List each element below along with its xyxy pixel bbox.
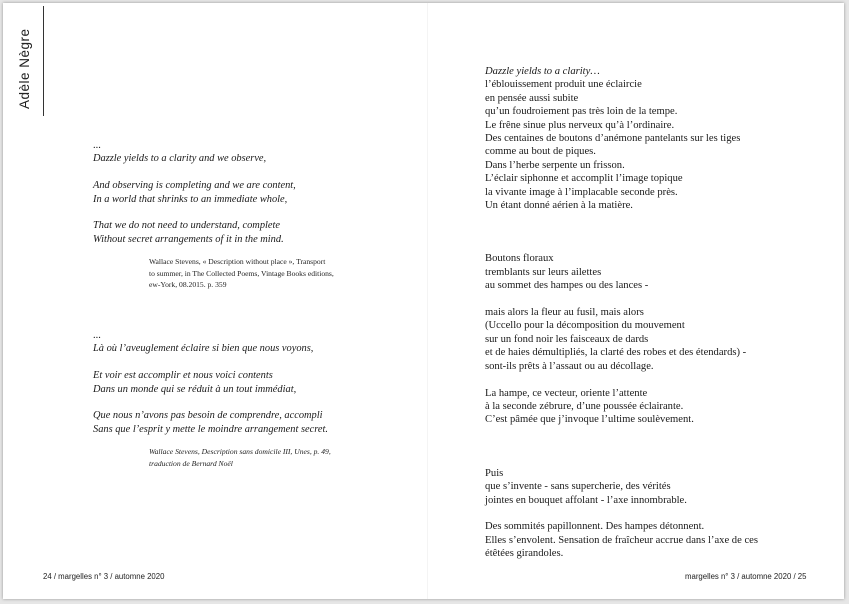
poem-line: Elles s’envolent. Sensation de fraîcheur accrue dans l’axe de ces (485, 534, 758, 546)
poem-line: Le frêne sinue plus nerveux qu’à l’ordinaire. (485, 119, 675, 131)
poem-line: sont-ils prêts à l’assaut ou au décollage. (485, 360, 654, 372)
poem-line: In a world that shrinks to an immediate whole, (93, 193, 288, 205)
poem-line: L’éclair siphonne et accomplit l’image topique (485, 173, 683, 185)
poem-line: l’éblouissement produit une éclaircie (485, 79, 642, 91)
poem-line: Des centaines de boutons d’anémone pantelants sur les tiges (485, 133, 741, 145)
poem-line: mais alors la fleur au fusil, mais alors (485, 307, 644, 319)
page-gutter (427, 3, 428, 599)
poem-line: à la seconde zébrure, d’une poussée éclairante. (485, 400, 684, 412)
poem-line: en pensée aussi subite (485, 92, 579, 104)
poem-line: Des sommités papillonnent. Des hampes détonnent. (485, 521, 705, 533)
poem-line: comme au bout de piques. (485, 146, 596, 158)
poem-line: que s’invente - sans supercherie, des vérités (485, 481, 671, 493)
poem-line: Dazzle yields to a clarity… (485, 66, 600, 77)
citation-english (149, 256, 385, 291)
poem-line: Dans un monde qui se réduit à un tout immédiat, (93, 383, 297, 395)
right-page-text (485, 65, 815, 561)
poem-line: Là où l’aveuglement éclaire si bien que nous voyons, (93, 343, 314, 355)
citation-line: ew-York, 08.2015. p. 359 (149, 280, 227, 290)
book-spread (3, 3, 844, 599)
citation-line: Wallace Stevens, Description sans domicile III, Unes, p. 49, (149, 447, 331, 457)
poem-line: étêtées girandoles. (485, 548, 564, 560)
poem-line: Sans que l’esprit y mette le moindre arrangement secret. (93, 423, 328, 435)
citation-line: to summer, in The Collected Poems, Vintage Books editions, (149, 268, 334, 278)
left-page-text (93, 139, 403, 469)
folio-right: margelles n° 3 / automne 2020 / 25 (685, 572, 807, 581)
poem-line: And observing is completing and we are content, (93, 180, 296, 192)
poem-line: qu’un foudroiement pas très loin de la tempe. (485, 106, 678, 118)
poem-line: Et voir est accomplir et nous voici contents (93, 370, 273, 382)
poem-line: That we do not need to understand, complete (93, 220, 281, 232)
poem-line: et de haies démultipliés, la clarté des robes et des étendards) - (485, 347, 747, 359)
folio-left: 24 / margelles n° 3 / automne 2020 (43, 572, 165, 581)
poem-line: Without secret arrangements of it in the mind. (93, 233, 284, 245)
poem-line: Dans l’herbe serpente un frisson. (485, 159, 625, 171)
poem-line: (Uccello pour la décomposition du mouvement (485, 320, 685, 332)
poem-line: la vivante image à l’implacable seconde près. (485, 186, 678, 198)
citation-line: traduction de Bernard Noël (149, 458, 233, 468)
poem-line: C’est pâmée que j’invoque l’ultime soulèvement. (485, 414, 694, 426)
citation-french (149, 446, 385, 469)
poem-line: Puis (485, 467, 504, 479)
citation-line: Wallace Stevens, « Description without place », Transport (149, 257, 326, 267)
poem-line: Boutons floraux (485, 253, 554, 265)
ellipsis: ... (93, 140, 101, 151)
author-name: Adèle Nègre (17, 28, 32, 109)
ellipsis: ... (93, 330, 101, 341)
poem-line: sur un fond noir les faisceaux de dards (485, 333, 649, 345)
poem-line: Dazzle yields to a clarity and we observe, (93, 153, 267, 165)
poem-line: au sommet des hampes ou des lances - (485, 280, 649, 292)
poem-line: Que nous n’avons pas besoin de comprendre, accompli (93, 410, 323, 422)
poem-line: La hampe, ce vecteur, oriente l’attente (485, 387, 648, 399)
poem-line: tremblants sur leurs ailettes (485, 266, 602, 278)
poem-line: Un étant donné aérien à la matière. (485, 200, 633, 212)
author-rule (43, 6, 44, 116)
poem-line: jointes en bouquet affolant - l’axe innombrable. (485, 494, 687, 506)
